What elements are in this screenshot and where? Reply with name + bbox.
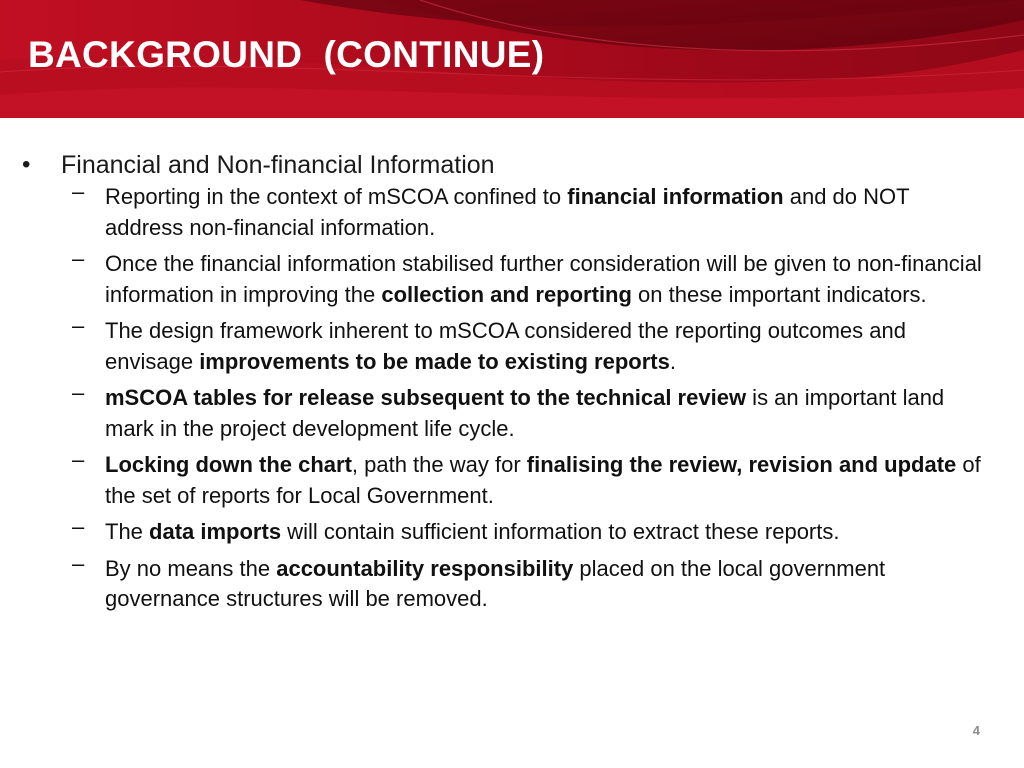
dash-icon: – bbox=[72, 447, 85, 472]
sub-bullet-text: on these important indicators. bbox=[631, 281, 927, 307]
dash-icon: – bbox=[72, 246, 85, 271]
sub-bullet-text: of the set of reports for Local Government. bbox=[105, 452, 981, 508]
bullet-dot-icon: • bbox=[22, 151, 31, 178]
page-number: 4 bbox=[972, 723, 980, 738]
sub-bullet-text: . bbox=[669, 348, 676, 374]
sub-bullet-text: Once the financial information stabilised further consideration will be given to non-financial information in improving the bbox=[105, 251, 982, 307]
sub-bullet-item bbox=[0, 550, 1024, 615]
sub-bullet-item bbox=[0, 380, 1024, 444]
main-bullet-text: Financial and Non-financial Information bbox=[61, 151, 495, 179]
slide-title: BACKGROUND (CONTINUE) bbox=[28, 34, 545, 75]
sub-bullet-text: , path the way for bbox=[351, 452, 527, 477]
bold-text: data imports bbox=[149, 519, 282, 544]
dash-icon: – bbox=[72, 179, 85, 204]
sub-bullet-text: and do NOT address non-financial information. bbox=[105, 184, 910, 240]
slide-content bbox=[0, 150, 1024, 621]
sub-bullet-text: Reporting in the context of mSCOA confined to bbox=[105, 184, 568, 209]
dash-icon: – bbox=[72, 313, 85, 338]
bold-text: financial information bbox=[567, 184, 784, 209]
sub-bullet-text: The design framework inherent to mSCOA considered the reporting outcomes and envisage bbox=[105, 318, 906, 374]
sub-bullet-item bbox=[0, 313, 1024, 377]
sub-bullet-text: will contain sufficient information to extract these reports. bbox=[281, 519, 840, 544]
dash-icon: – bbox=[72, 380, 85, 405]
bold-text: finalising the review, revision and update bbox=[526, 452, 957, 477]
dash-icon: – bbox=[72, 514, 85, 539]
bold-text: improvements to be made to existing reports bbox=[199, 348, 670, 374]
bold-text: accountability responsibility bbox=[276, 555, 574, 581]
bold-text: collection and reporting bbox=[381, 281, 632, 307]
dash-icon: – bbox=[72, 550, 85, 576]
sub-bullet-item bbox=[0, 447, 1024, 511]
sub-bullet-item bbox=[0, 179, 1024, 243]
bold-text: mSCOA tables for release subsequent to the technical review bbox=[105, 385, 747, 410]
title-banner bbox=[0, 0, 1024, 118]
sub-bullet-text: The bbox=[105, 519, 150, 544]
sub-bullet-list bbox=[0, 179, 1024, 615]
sub-bullet-text: is an important land mark in the project development life cycle. bbox=[105, 385, 945, 441]
main-bullet bbox=[0, 150, 1024, 180]
sub-bullet-text: By no means the bbox=[105, 555, 277, 581]
sub-bullet-item bbox=[0, 246, 1024, 310]
sub-bullet-item bbox=[0, 514, 1024, 548]
bold-text: Locking down the chart bbox=[105, 452, 352, 477]
sub-bullet-text: placed on the local government governance structures will be removed. bbox=[105, 555, 886, 611]
